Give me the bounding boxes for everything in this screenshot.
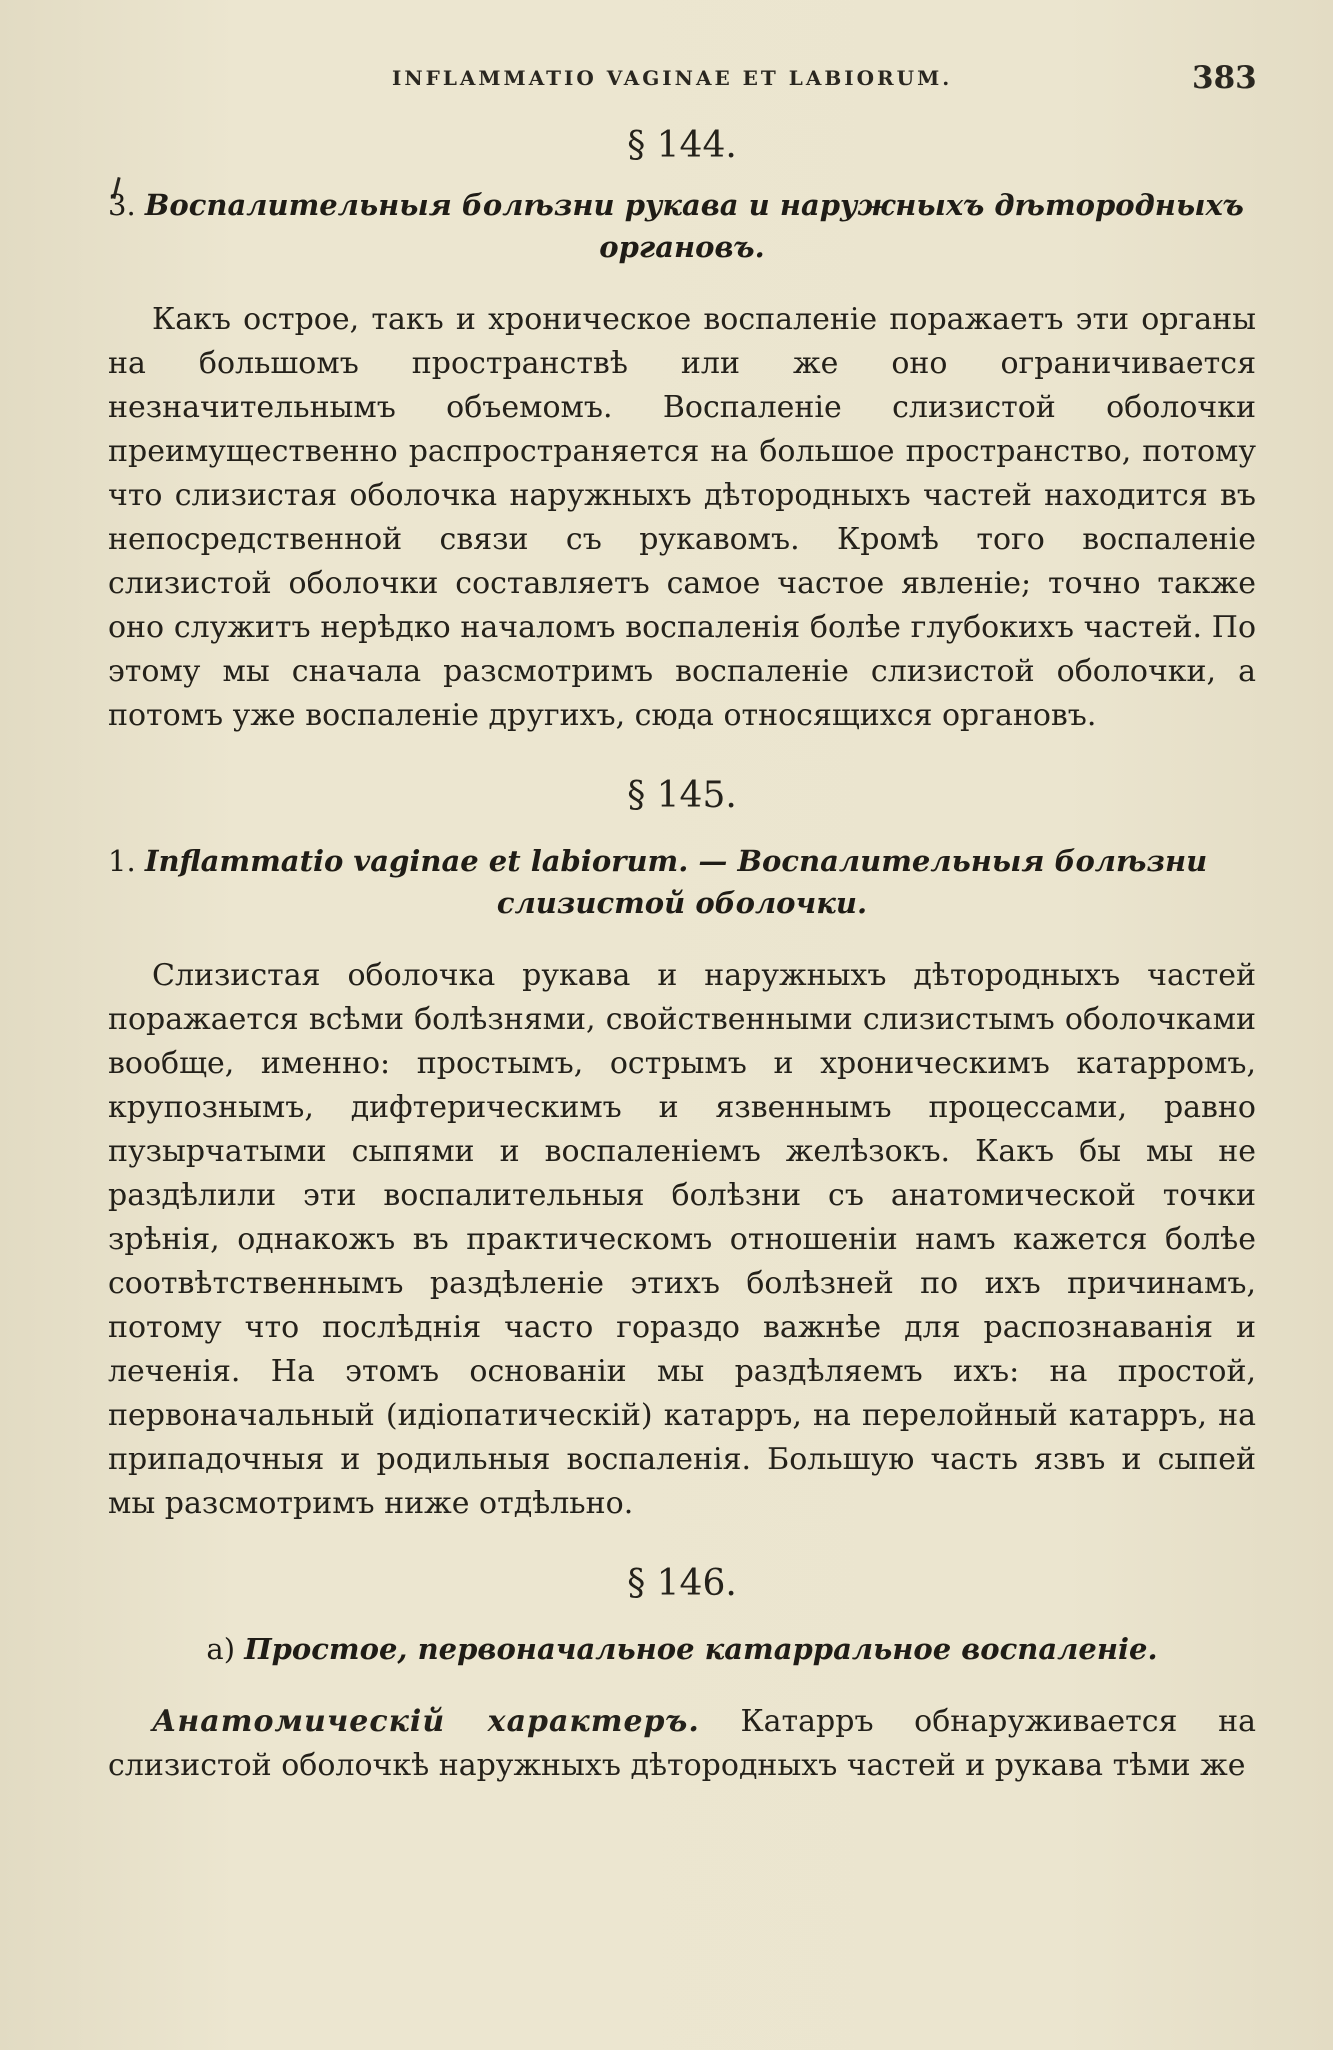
section-mark-146: § 146. bbox=[627, 1563, 737, 1604]
paragraph-145: Слизистая оболочка рукава и наружныхъ дѣтородныхъ частей поражается всѣми болѣзнями, свойственными слизистымъ оболочками вообще, именно: простымъ, острымъ и хроническимъ катарромъ, крупознымъ, дифтерическимъ и язвеннымъ процессами, равно пузырчатыми сыпями и воспаленіемъ желѣзокъ. Какъ бы мы не раздѣлили эти воспалительныя болѣзни съ анатомической точки зрѣнія, однакожъ въ практическомъ отношеніи намъ кажется болѣе соотвѣтственнымъ раздѣленіе этихъ болѣзней по ихъ причинамъ, потому что послѣднія часто гораздо важнѣе для распознаванія и леченія. На этомъ основаніи мы раздѣляемъ ихъ: на простой, первоначальный (идіопатическій) катарръ, на перелойный катарръ, на припадочныя и родильныя воспаленія. Большую часть язвъ и сыпей мы разсмотримъ ниже отдѣльно. bbox=[108, 958, 1256, 1521]
heading-number: 1. bbox=[108, 844, 136, 878]
running-header bbox=[0, 60, 1333, 100]
paragraph-144: Какъ острое, такъ и хроническое воспаленіе поражаетъ эти органы на большомъ пространствѣ или же оно ограничивается незначительнымъ объемомъ. Воспаленіе слизистой оболочки преимущественно распространяется на большое пространство, потому что слизистая оболочка наружныхъ дѣтородныхъ частей находится въ непосредственной связи съ рукавомъ. Кромѣ того воспаленіе слизистой оболочки составляетъ самое частое явленіе; точно также оно служитъ нерѣдко началомъ воспаленія болѣе глубокихъ частей. По этому мы сначала разсмотримъ воспаленіе слизистой оболочки, а потомъ уже воспаленіе другихъ, сюда относящихся органовъ. bbox=[108, 302, 1256, 733]
heading-text-line1: Inflammatio vaginae et labiorum. — Воспалительныя болѣзни bbox=[144, 844, 1208, 878]
lead-italic-phrase: Анатомическій характеръ. bbox=[152, 1704, 700, 1739]
page-body bbox=[108, 118, 1256, 1788]
paragraph-146 bbox=[108, 1700, 1256, 1788]
page-number: 383 bbox=[1192, 60, 1257, 96]
heading-number: 3. bbox=[108, 188, 136, 222]
running-title: INFLAMMATIO VAGINAE ET LABIORUM. bbox=[392, 66, 953, 90]
heading-text-line1: Простое, первоначальное катарральное воспаленіе. bbox=[244, 1632, 1158, 1666]
heading-text-line1: Воспалительныя болѣзни рукава и наружныхъ дѣтородныхъ bbox=[144, 188, 1244, 222]
heading-text-line2: слизистой оболочки. bbox=[496, 886, 868, 920]
section-heading-146 bbox=[108, 1628, 1256, 1670]
heading-text-line2: органовъ. bbox=[599, 230, 765, 264]
section-mark-145: § 145. bbox=[627, 775, 737, 816]
section-mark-144: § 144. bbox=[627, 125, 737, 166]
heading-number: а) bbox=[206, 1632, 236, 1666]
paragraph-146-text: Катарръ обнаруживается на слизистой оболочкѣ наружныхъ дѣтородныхъ частей и рукава тѣми же bbox=[108, 1704, 1257, 1783]
section-heading-144 bbox=[108, 184, 1256, 268]
section-heading-145 bbox=[108, 840, 1256, 924]
